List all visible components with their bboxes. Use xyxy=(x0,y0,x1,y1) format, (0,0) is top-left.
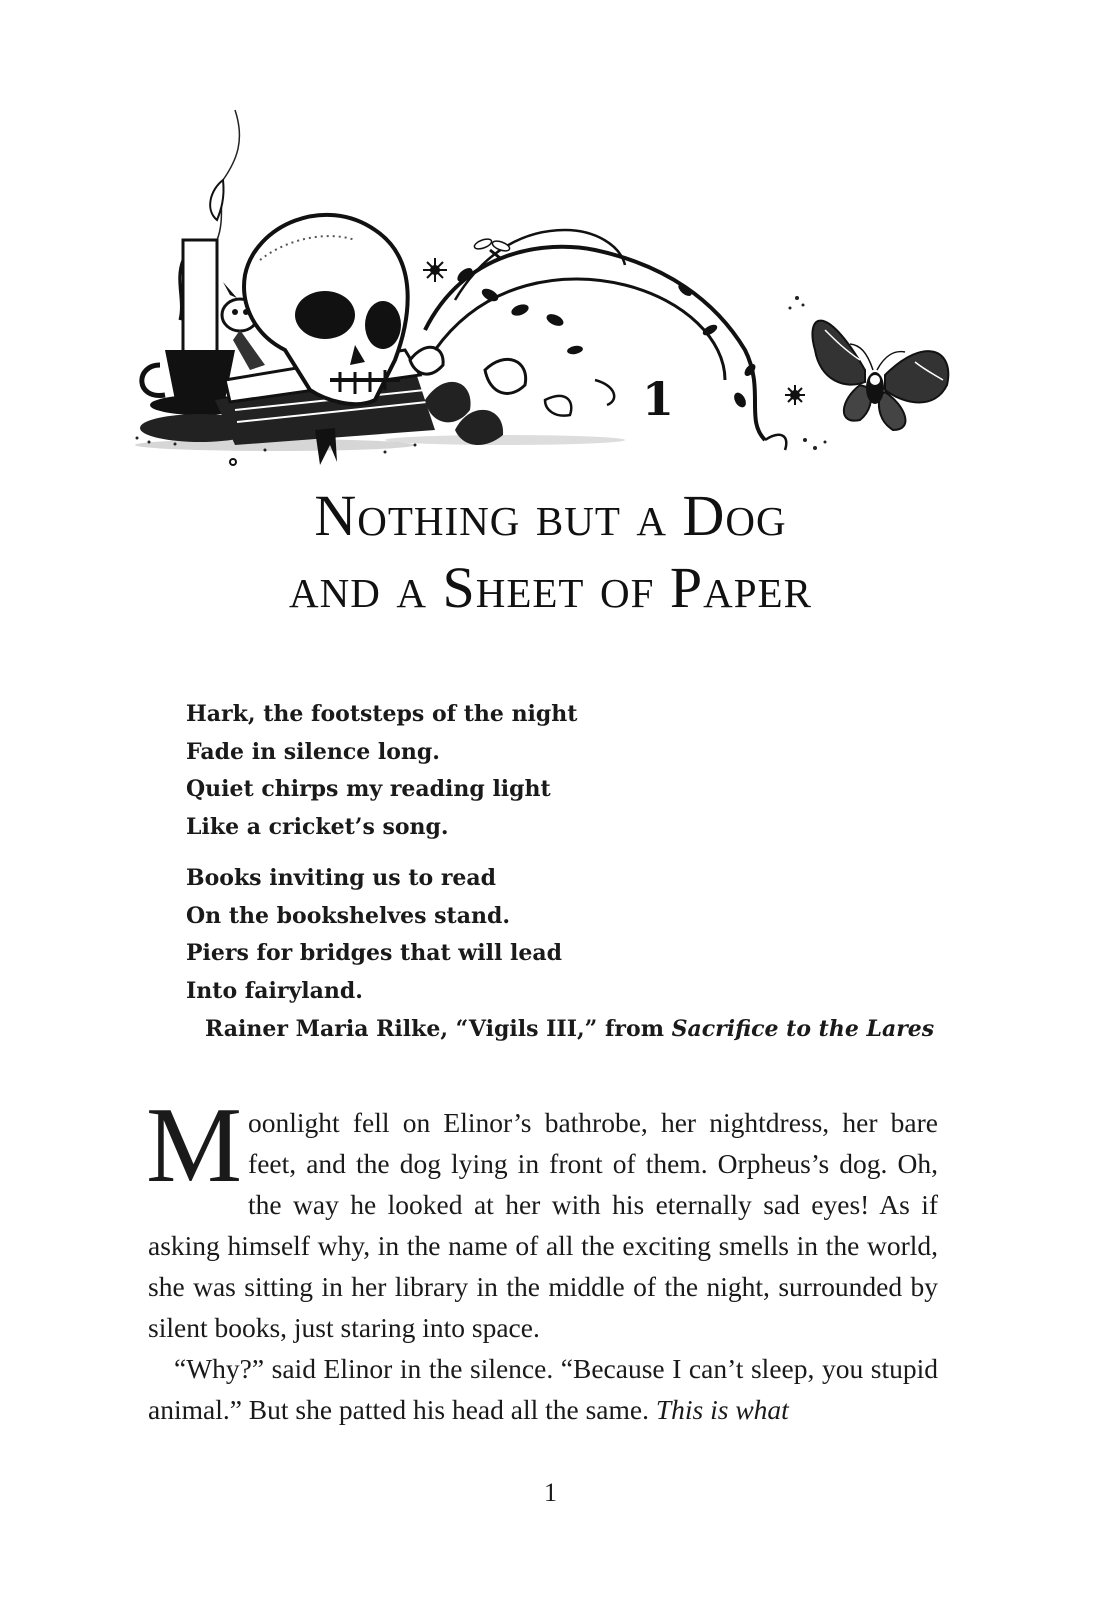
moth-icon xyxy=(812,321,948,430)
poem-line: Fade in silence long. xyxy=(186,738,440,765)
epigraph-poem xyxy=(186,696,577,1024)
paragraph-2-text: “Why?” said Elinor in the silence. “Because I can’t sleep, you stupid animal.” But she patted his head all the same. xyxy=(148,1353,938,1425)
chapter-title xyxy=(0,480,1101,624)
body-text xyxy=(146,1086,938,1430)
paragraph-1-text: oonlight fell on Elinor’s bathrobe, her nightdress, her bare feet, and the dog lying in front of them. Orpheus’s dog. Oh, the way he looked at her with his eternally sad eyes! As if asking himself why, in the name of all the exciting smells in the world, she was sitting in her library in the middle of the night, surrounded by silent books, just staring into space. xyxy=(148,1107,938,1343)
star-flower-icon xyxy=(423,258,805,405)
poem-line: Piers for bridges that will lead xyxy=(186,940,562,966)
paragraph-2-italic: This is what xyxy=(655,1394,789,1425)
attribution-source: Sacrifice to the Lares xyxy=(671,1016,935,1042)
chapter-title-line-2: and a Sheet of Paper xyxy=(289,555,812,620)
poem-line: On the bookshelves stand. xyxy=(186,902,511,929)
drop-cap: M xyxy=(146,1086,243,1205)
page-number: 1 xyxy=(544,1478,557,1507)
poem-line: Into fairyland. xyxy=(186,977,363,1004)
poem-stanza-2 xyxy=(186,860,577,1010)
chapter-header-illustration xyxy=(125,100,965,480)
poem-line: Quiet chirps my reading light xyxy=(186,776,551,802)
epigraph-attribution xyxy=(205,1016,934,1042)
attribution-author: Rainer Maria Rilke, “Vigils III,” from xyxy=(205,1016,672,1042)
poem-line: Like a cricket’s song. xyxy=(186,813,449,840)
poem-line: Books inviting us to read xyxy=(186,865,497,891)
poem-stanza-1 xyxy=(186,696,577,846)
chapter-title-line-1: Nothing but a Dog xyxy=(314,483,787,548)
chapter-number: 1 xyxy=(642,372,675,426)
paragraph-1 xyxy=(146,1086,938,1348)
paragraph-2 xyxy=(148,1348,938,1430)
poem-line: Hark, the footsteps of the night xyxy=(186,701,578,727)
